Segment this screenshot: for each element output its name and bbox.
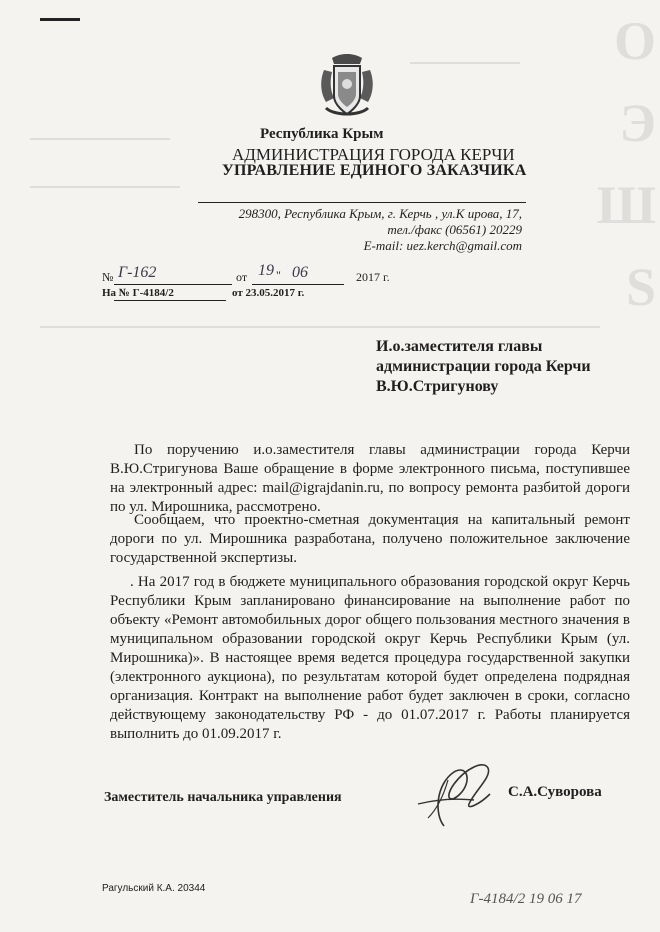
registration-stamp-handwritten: Г-4184/2 19 06 17 [470,891,582,907]
reg-year: 2017 г. [356,270,390,284]
body-paragraph-2: Сообщаем, что проектно-сметная документация на капитальный ремонт дороги по ул. Мирошника разработана, получено положительное заключение государственной экспертизы. [110,512,630,566]
reg-from-label: от [236,270,248,284]
bleed-line [40,326,600,328]
bleed-line [30,138,170,140]
scan-mark [40,18,80,21]
reply-to-number: На № Г-4184/2 [102,287,174,299]
reg-number-handwritten: Г-162 [118,264,157,281]
header-department: УПРАВЛЕНИЕ ЕДИНОГО ЗАКАЗЧИКА [222,162,527,179]
address-email: E-mail: uez.kerch@gmail.com [363,238,522,253]
bleed-line [30,186,180,188]
address-street: 298300, Республика Крым, г. Керчь , ул.К ирова, 17, [238,206,522,221]
header-administration: АДМИНИСТРАЦИЯ ГОРОДА КЕРЧИ [232,145,515,164]
signatory-title: Заместитель начальника управления [104,790,342,805]
handwritten-signature-icon [414,754,504,834]
reply-number-line [114,300,226,301]
addressee-organization: администрации города Керчи [376,358,591,375]
reply-to-date: от 23.05.2017 г. [232,287,305,299]
reg-no-prefix: № [102,270,114,284]
reg-month-handwritten: 06 [292,264,308,281]
body-paragraph-3: . На 2017 год в бюджете муниципального образования городской округ Керчь Республики Крым запланировано финансирование на выполнение работ по объекту «Ремонт автомобильных дорог общего пользования местного значения в муниципальном образовании городской округ Керчь Республики Крым (ул. Мирошника)». В настоящее время ведется процедура государственной закупки (электронного аукциона), по результатам которой будет определена подрядная организация. Контракт на выполнение работ будет заключен в сроки, согласно действующему законодательству РФ - до 01.07.2017 г. Работы планируется выполнить до 01.09.2017 г. [110,574,630,742]
body-paragraph-1: По поручению и.о.заместителя главы администрации города Керчи В.Ю.Стригунова Ваше обращение в форме электронного письма, поступившее на электронный адрес: mail@igrajdanin.ru, по вопросу ремонта разбитой дороги по ул. Мирошника, рассмотрено. [110,442,630,515]
reg-date-line [252,284,344,285]
reg-number-line [114,284,232,285]
signatory-name: С.А.Суворова [508,784,602,800]
addressee-position: И.о.заместителя главы [376,338,543,355]
reg-quote: " [276,268,281,282]
header-region: Республика Крым [260,126,384,142]
bleed-through-marks: O Э Ш S [596,11,656,317]
executor-info: Рагульский К.А. 20344 [102,883,206,894]
address-phone: тел./факс (06561) 20229 [387,222,522,237]
header-divider [198,202,526,203]
addressee-name: В.Ю.Стригунову [376,378,499,395]
bleed-line [410,62,520,64]
coat-of-arms-icon [316,50,378,122]
addressee-block [376,337,591,397]
reg-day-handwritten: 19 [258,262,274,279]
